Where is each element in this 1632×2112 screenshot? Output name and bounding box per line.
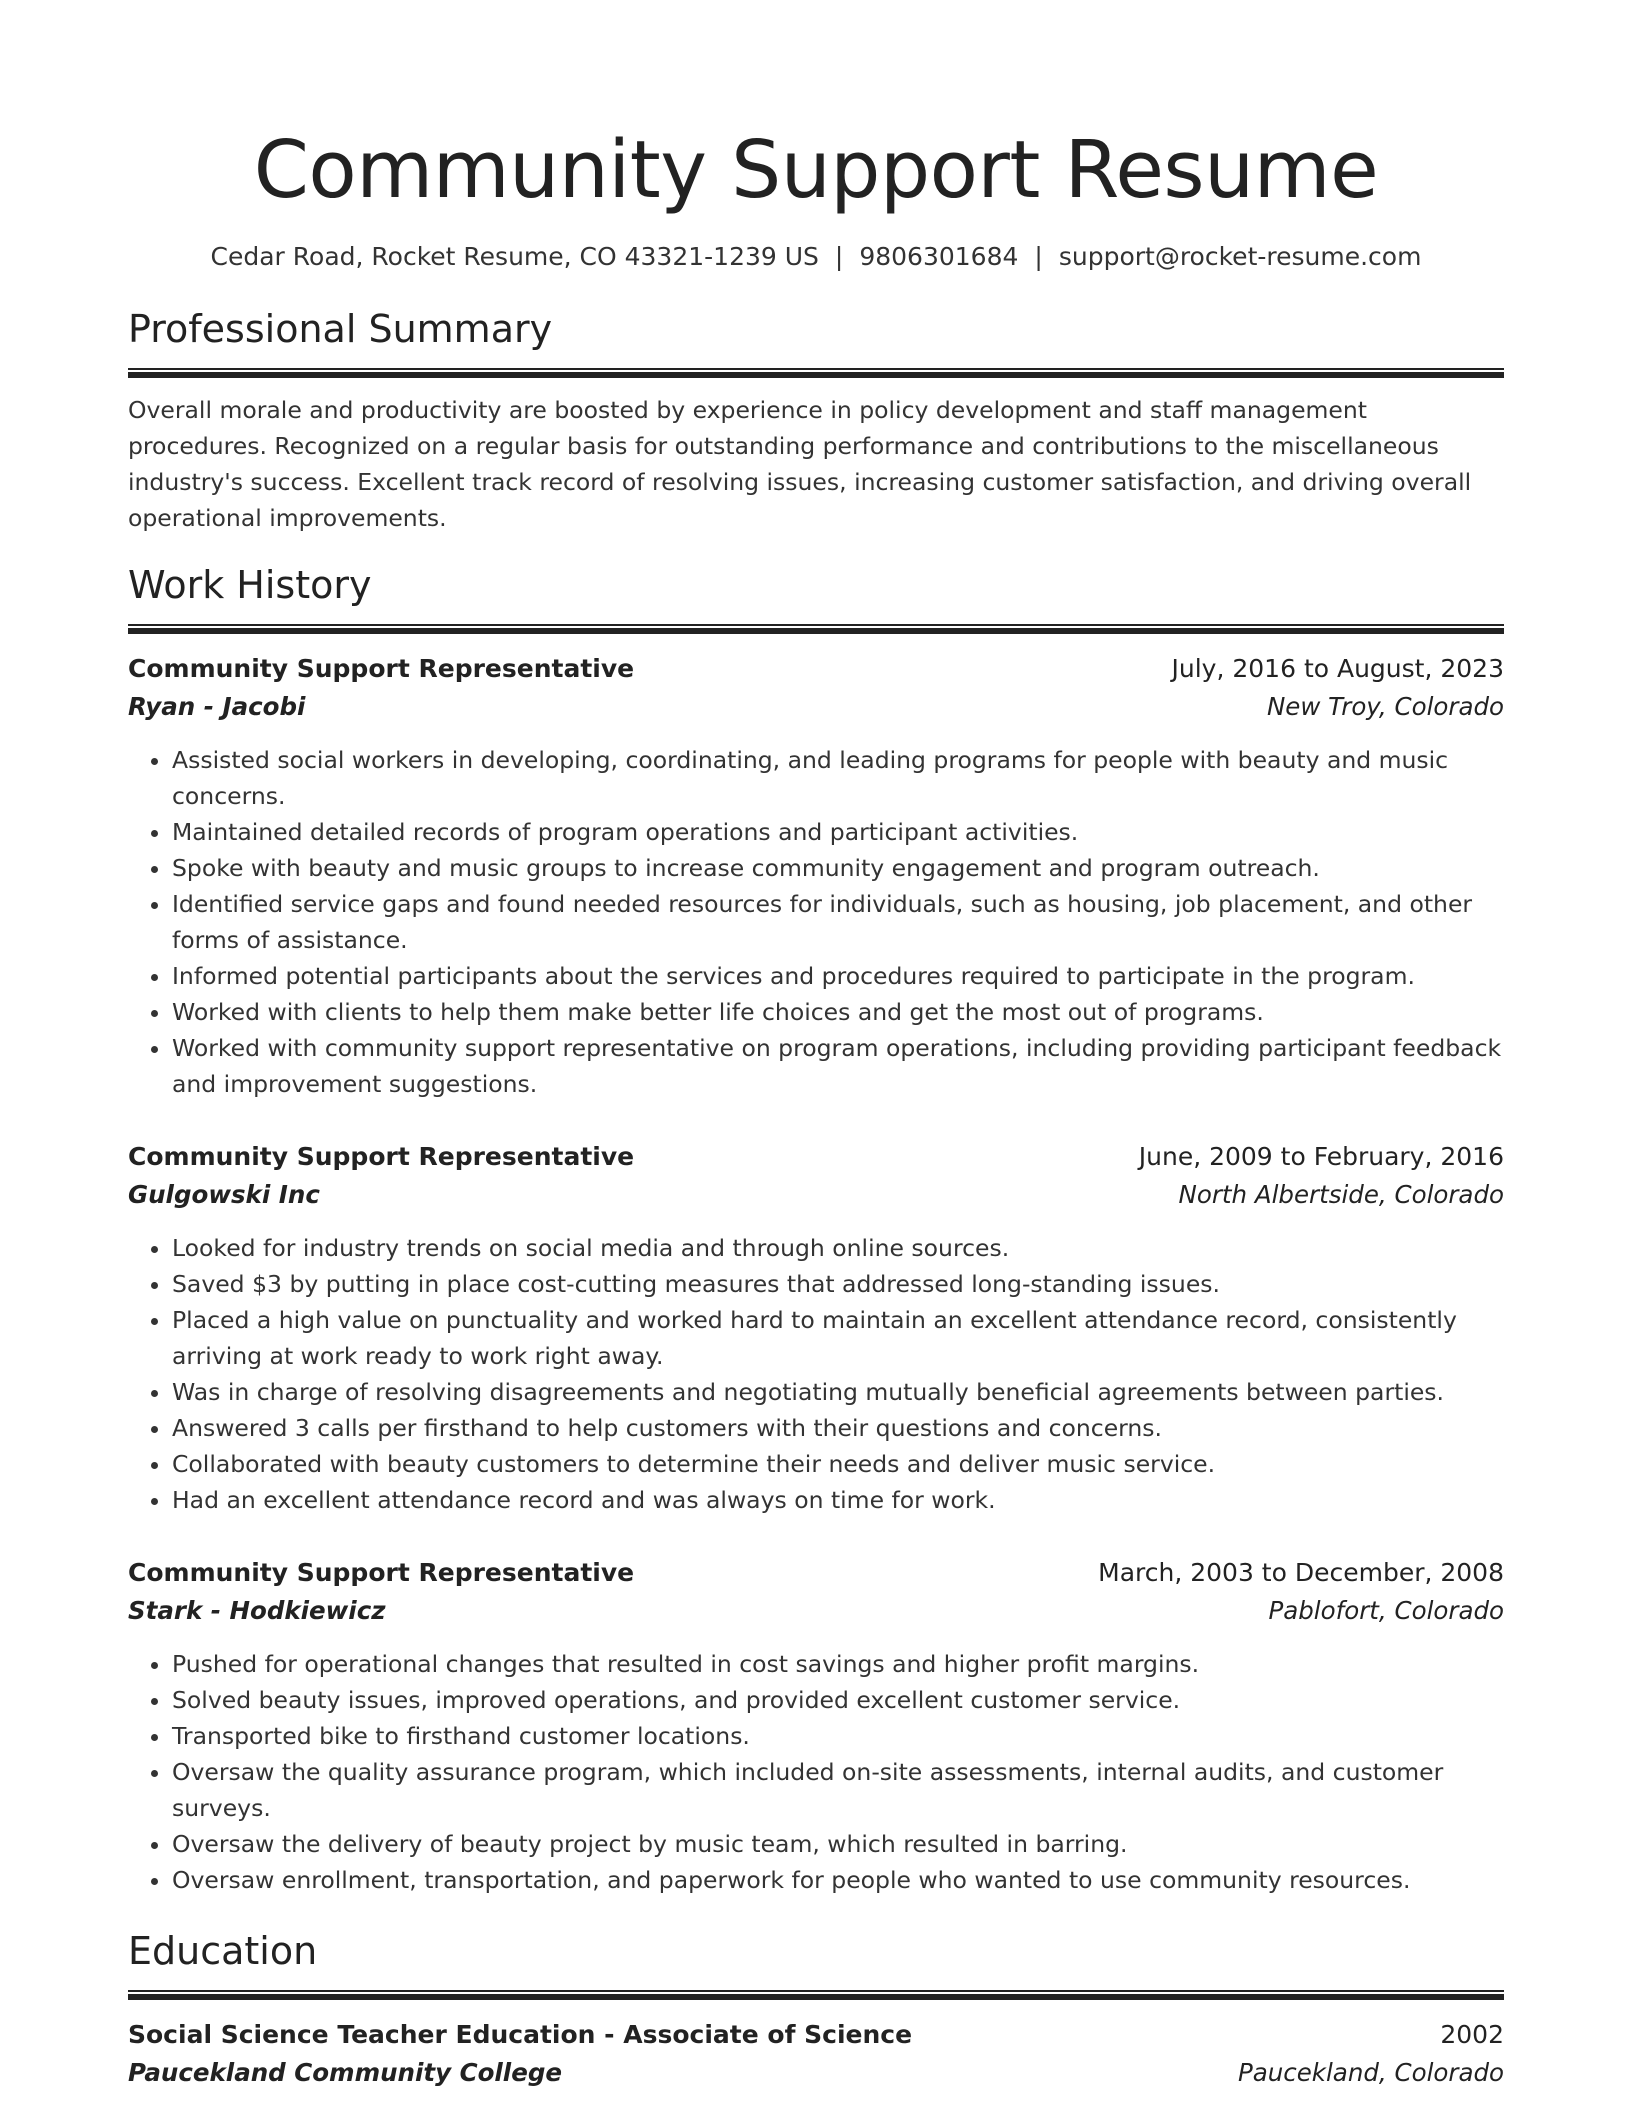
section-divider <box>128 1990 1504 2000</box>
job-bullet: • Oversaw the delivery of beauty project by music team, which resulted in barring. <box>172 1826 1504 1862</box>
job-entry <box>128 1138 1504 1518</box>
summary-heading: Professional Summary <box>128 307 553 351</box>
job-bullet: • Spoke with beauty and music groups to increase community engagement and program outreach. <box>172 850 1504 886</box>
job-bullet: • Maintained detailed records of program operations and participant activities. <box>172 814 1504 850</box>
resume-title: Community Support Resume <box>253 124 1379 216</box>
job-header <box>128 650 1504 688</box>
contact-address: Cedar Road, Rocket Resume, CO 43321-1239 US <box>210 242 819 271</box>
education-subheader <box>128 2054 1504 2092</box>
work-history-section <box>128 560 1504 1898</box>
job-title: Community Support Representative <box>128 1141 635 1171</box>
job-bullet: • Pushed for operational changes that resulted in cost savings and higher profit margins. <box>172 1646 1504 1682</box>
job-bullet: • Saved $3 by putting in place cost-cutting measures that addressed long-standing issues. <box>172 1266 1504 1302</box>
job-bullets <box>128 1230 1504 1518</box>
job-title: Community Support Representative <box>128 653 635 683</box>
job-location: New Troy, Colorado <box>1266 691 1504 721</box>
education-entry <box>128 2016 1504 2092</box>
job-company: Gulgowski Inc <box>128 1179 320 1209</box>
job-bullet: • Was in charge of resolving disagreements and negotiating mutually beneficial agreements between parties. <box>172 1374 1504 1410</box>
education-header <box>128 2016 1504 2054</box>
job-company: Stark - Hodkiewicz <box>128 1595 386 1625</box>
summary-text: Overall morale and productivity are boosted by experience in policy development and staff management procedures. Recognized on a regular basis for outstanding performance and contributions to the miscellaneous industry's success. Excellent track record of resolving issues, increasing customer satisfaction, and driving overall operational improvements. <box>128 396 1472 532</box>
contact-separator: | <box>834 242 844 271</box>
contact-email[interactable]: support@rocket-resume.com <box>1058 242 1422 271</box>
section-divider <box>128 368 1504 378</box>
work-history-heading: Work History <box>128 562 372 607</box>
contact-separator: | <box>1034 242 1043 271</box>
contact-phone: 9806301684 <box>859 242 1019 271</box>
education-location: Paucekland, Colorado <box>1237 2057 1504 2087</box>
job-subheader <box>128 1592 1504 1630</box>
education-heading: Education <box>128 1928 318 1973</box>
job-bullets <box>128 742 1504 1102</box>
job-dates: March, 2003 to December, 2008 <box>1098 1557 1504 1587</box>
education-section <box>128 1926 1504 2092</box>
job-location: Pablofort, Colorado <box>1268 1595 1504 1625</box>
education-school: Paucekland Community College <box>128 2057 562 2087</box>
job-header <box>128 1554 1504 1592</box>
section-divider <box>128 624 1504 634</box>
job-dates: July, 2016 to August, 2023 <box>1171 653 1504 683</box>
job-bullet: • Informed potential participants about the services and procedures required to participate in the program. <box>172 958 1504 994</box>
job-subheader <box>128 1176 1504 1214</box>
job-bullets <box>128 1646 1504 1898</box>
job-location: North Albertside, Colorado <box>1178 1179 1504 1209</box>
job-company: Ryan - Jacobi <box>128 691 306 721</box>
job-bullet: • Placed a high value on punctuality and worked hard to maintain an excellent attendance record, consistently arriving at work ready to work right away. <box>172 1302 1504 1374</box>
contact-line <box>128 240 1504 274</box>
job-bullet: • Assisted social workers in developing, coordinating, and leading programs for people with beauty and music concerns. <box>172 742 1504 814</box>
job-bullet: • Solved beauty issues, improved operations, and provided excellent customer service. <box>172 1682 1504 1718</box>
job-dates: June, 2009 to February, 2016 <box>1138 1141 1504 1171</box>
job-bullet: • Worked with community support representative on program operations, including providing participant feedback and improvement suggestions. <box>172 1030 1504 1102</box>
job-bullet: • Answered 3 calls per firsthand to help customers with their questions and concerns. <box>172 1410 1504 1446</box>
job-header <box>128 1138 1504 1176</box>
job-bullet: • Transported bike to firsthand customer locations. <box>172 1718 1504 1754</box>
job-bullet: • Had an excellent attendance record and was always on time for work. <box>172 1482 1504 1518</box>
education-year: 2002 <box>1440 2019 1504 2049</box>
job-title: Community Support Representative <box>128 1557 635 1587</box>
job-bullet: • Looked for industry trends on social media and through online sources. <box>172 1230 1504 1266</box>
job-bullet: • Oversaw the quality assurance program, which included on-site assessments, internal audits, and customer surveys. <box>172 1754 1504 1826</box>
job-entry <box>128 1554 1504 1898</box>
summary-section <box>128 304 1504 536</box>
job-entry <box>128 650 1504 1102</box>
job-bullet: • Collaborated with beauty customers to determine their needs and deliver music service. <box>172 1446 1504 1482</box>
job-bullet: • Oversaw enrollment, transportation, and paperwork for people who wanted to use community resources. <box>172 1862 1504 1898</box>
job-bullet: • Identified service gaps and found needed resources for individuals, such as housing, job placement, and other forms of assistance. <box>172 886 1504 958</box>
job-bullet: • Worked with clients to help them make better life choices and get the most out of programs. <box>172 994 1504 1030</box>
job-subheader <box>128 688 1504 726</box>
education-degree: Social Science Teacher Education - Associate of Science <box>128 2019 913 2049</box>
